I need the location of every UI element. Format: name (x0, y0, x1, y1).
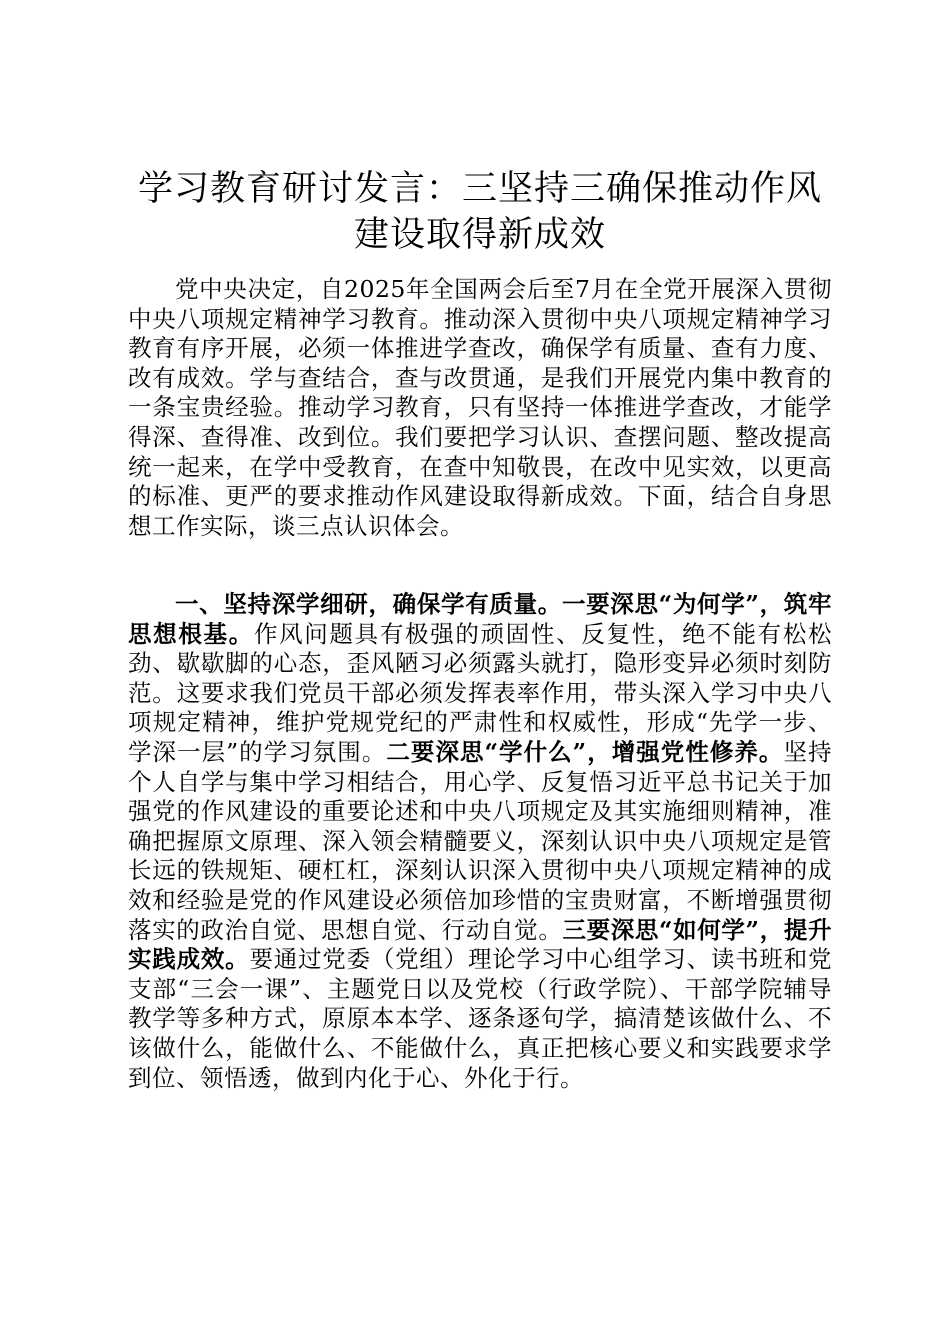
section-1-point-1-heading: 一要深思“为何学”，筑牢思想根基。 (128, 590, 832, 648)
section-1-point-3-text: 要通过党委（党组）理论学习中心组学习、读书班和党支部“三会一课”、主题党日以及党校（行政学院）、干部学院辅导教学等多种方式，原原本本学、逐条逐句学，搞清楚该做什么、不该做什么，能做什么、不能做什么，真正把核心要义和实践要求学到位、领悟透，做到内化于心、外化于行。 (128, 945, 833, 1092)
section-1-point-2-text: 坚持个人自学与集中学习相结合，用心学、反复悟习近平总书记关于加强党的作风建设的重要论述和中央八项规定及其实施细则精神，准确把握原文原理、深入领会精髓要义，深刻认识中央八项规定是管长远的铁规矩、硬杠杠，深刻认识深入贯彻中央八项规定精神的成效和经验是党的作风建设必须倍加珍惜的宝贵财富，不断增强贯彻落实的政治自觉、思想自觉、行动自觉。 (128, 737, 833, 944)
section-1-heading: 一、坚持深学细研，确保学有质量。 (175, 590, 562, 618)
document-title: 学习教育研讨发言：三坚持三确保推动作风建设取得新成效 (137, 169, 822, 255)
section-1-point-2-heading: 二要深思“学什么”，增强党性修养。 (386, 737, 784, 766)
section-1-point-3-heading: 三要深思“如何学”，提升实践成效。 (128, 915, 832, 974)
section-1-point-1-text: 作风问题具有极强的顽固性、反复性，绝不能有松松劲、歇歇脚的心态，歪风陋习必须露头就打，隐形变异必须时刻防范。这要求我们党员干部必须发挥表率作用，带头深入学习中央八项规定精神，维护党规党纪的严肃性和权威性，形成“先学一步、学深一层”的学习氛围。 (128, 619, 833, 766)
intro-paragraph: 党中央决定，自2025年全国两会后至7月在全党开展深入贯彻中央八项规定精神学习教育。推动深入贯彻中央八项规定精神学习教育有序开展，必须一体推进学查改，确保学有质量、查有力度、改有成效。学与查结合，查与改贯通，是我们开展党内集中教育的一条宝贵经验。推动学习教育，只有坚持一体推进学查改，才能学得深、查得准、改到位。我们要把学习认识、查摆问题、整改提高统一起来，在学中受教育，在查中知敬畏，在改中见实效，以更高的标准、更严的要求推动作风建设取得新成效。下面，结合自身思想工作实际，谈三点认识体会。 (128, 275, 832, 540)
section-1-paragraph (128, 590, 832, 1093)
